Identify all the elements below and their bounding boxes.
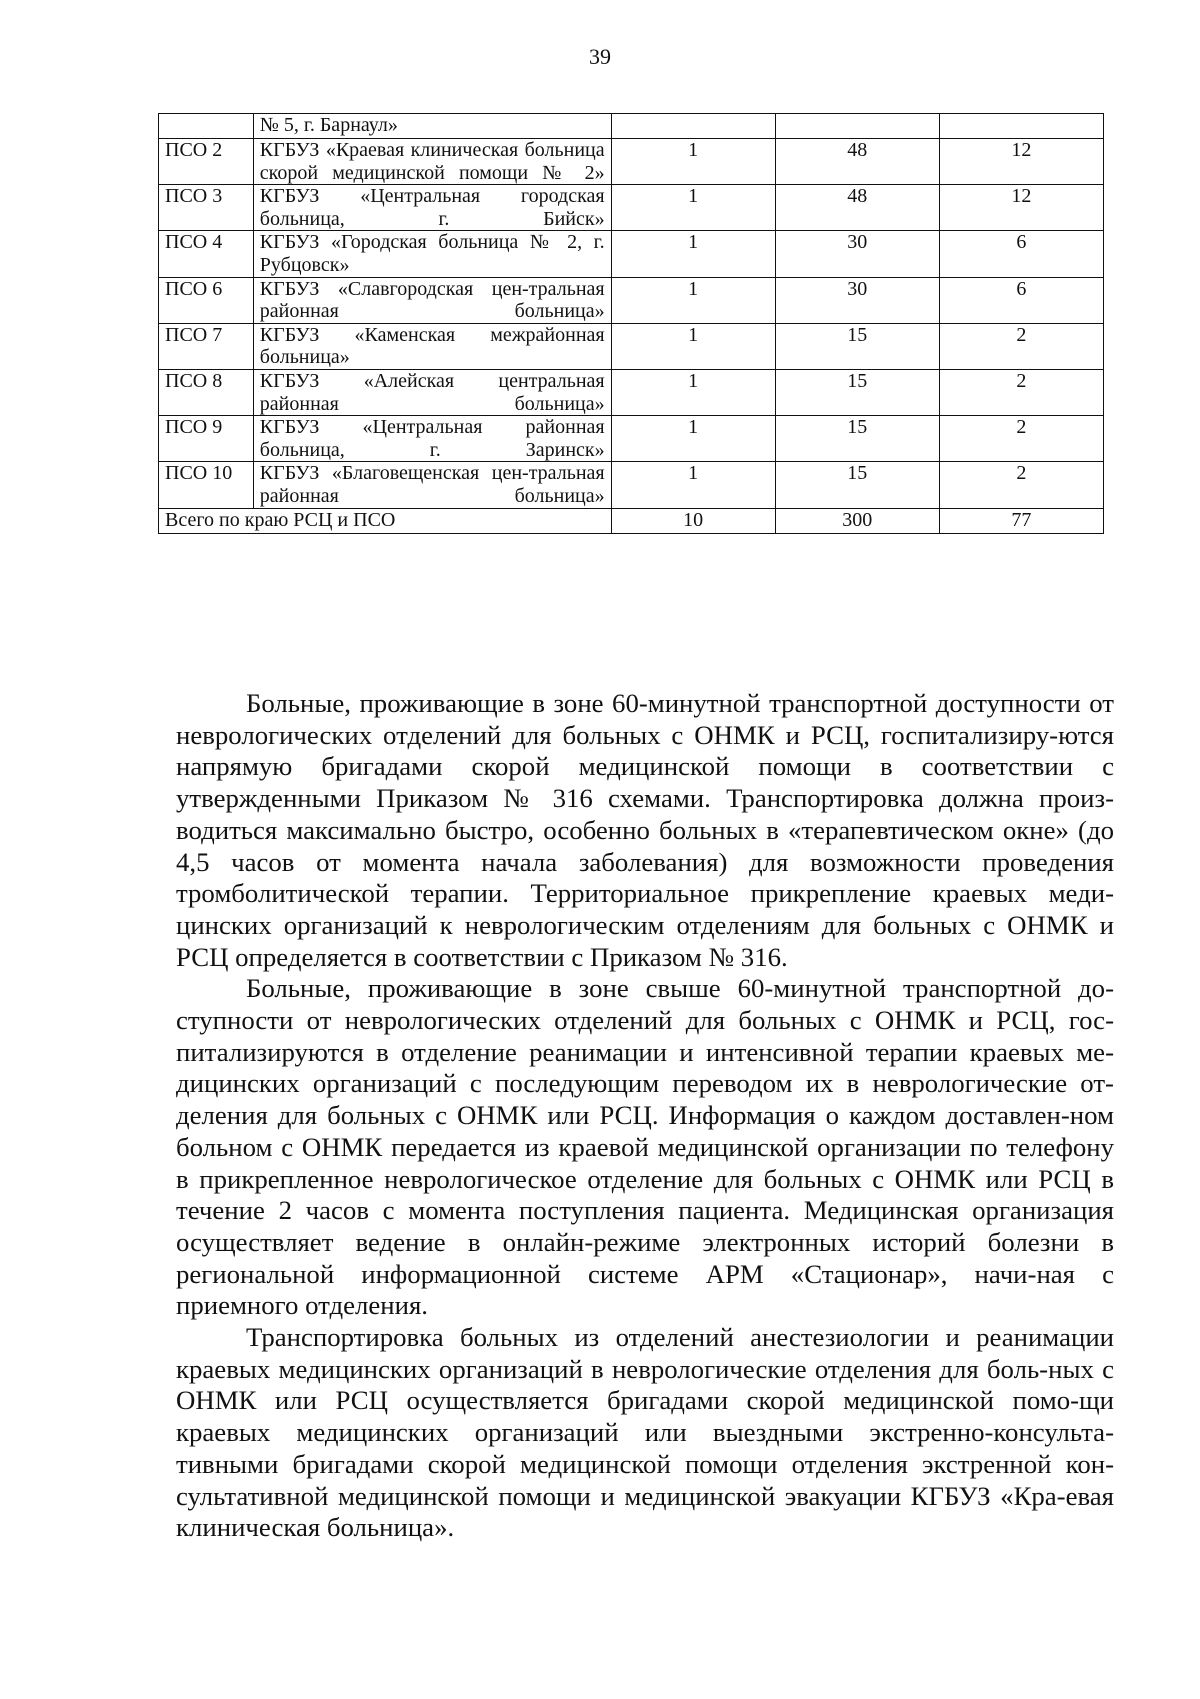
units-cell: 1 <box>611 369 775 415</box>
table-total-row <box>159 508 1104 533</box>
units-cell: 1 <box>611 231 775 277</box>
paragraph: Транспортировка больных из отделений анестезиологии и реанимации краевых медицинских организаций в неврологические отделения для боль-ных с ОНМК или РСЦ осуществляется бригадами скорой медицинской помо-щи краевых медицинских организаций или выездными экстренно-консульта-тивными бригадами скорой медицинской помощи отделения экстренной кон-сультативной медицинской помощи и медицинской эвакуации КГБУЗ «Кра-евая клиническая больница». <box>176 1322 1114 1543</box>
intensive-beds-cell: 6 <box>939 277 1103 323</box>
facility-code-cell: ПСО 9 <box>159 416 254 462</box>
body-text <box>176 688 1114 1544</box>
table-row <box>159 231 1104 277</box>
facility-name-cell: КГБУЗ «Благовещенская цен-тральная районная больница» <box>253 462 611 508</box>
facility-name-cell: КГБУЗ «Славгородская цен-тральная районная больница» <box>253 277 611 323</box>
facility-code-cell: ПСО 8 <box>159 369 254 415</box>
table-row <box>159 277 1104 323</box>
table-row <box>159 185 1104 231</box>
beds-cell: 48 <box>775 139 939 185</box>
units-cell <box>611 114 775 139</box>
facility-name-cell: КГБУЗ «Центральная городская больница, г. Бийск» <box>253 185 611 231</box>
facility-name-cell: КГБУЗ «Городская больница № 2, г. Рубцовск» <box>253 231 611 277</box>
intensive-beds-cell <box>939 114 1103 139</box>
total-intensive-beds-cell: 77 <box>939 508 1103 533</box>
page-number: 39 <box>589 44 611 69</box>
facility-name-cell: КГБУЗ «Каменская межрайонная больница» <box>253 323 611 369</box>
beds-cell: 48 <box>775 185 939 231</box>
total-units-cell: 10 <box>611 508 775 533</box>
facility-name-cell: № 5, г. Барнаул» <box>253 114 611 139</box>
table-row <box>159 462 1104 508</box>
paragraph: Больные, проживающие в зоне 60-минутной транспортной доступности от неврологических отделений для больных с ОНМК и РСЦ, госпитализиру-ются напрямую бригадами скорой медицинской помощи в соответствии с утвержденными Приказом № 316 схемами. Транспортировка должна произ-водиться максимально быстро, особенно больных в «терапевтическом окне» (до 4,5 часов от момента начала заболевания) для возможности проведения тромболитической терапии. Территориальное прикрепление краевых меди-цинских организаций к неврологическим отделениям для больных с ОНМК и РСЦ определяется в соответствии с Приказом № 316. <box>176 688 1114 972</box>
table-row <box>159 139 1104 185</box>
facility-code-cell: ПСО 2 <box>159 139 254 185</box>
facility-code-cell <box>159 114 254 139</box>
intensive-beds-cell: 6 <box>939 231 1103 277</box>
paragraph: Больные, проживающие в зоне свыше 60-минутной транспортной до-ступности от неврологических отделений для больных с ОНМК и РСЦ, гос-питализируются в отделение реанимации и интенсивной терапии краевых ме-дицинских организаций с последующим переводом их в неврологические от-деления для больных с ОНМК или РСЦ. Информация о каждом доставлен-ном больном с ОНМК передается из краевой медицинской организации по телефону в прикрепленное неврологическое отделение для больных с ОНМК или РСЦ в течение 2 часов с момента поступления пациента. Медицинская организация осуществляет ведение в онлайн-режиме электронных историй болезни в региональной информационной системе АРМ «Стационар», начи-ная с приемного отделения. <box>176 973 1114 1321</box>
units-cell: 1 <box>611 185 775 231</box>
facility-name-cell: КГБУЗ «Центральная районная больница, г. Заринск» <box>253 416 611 462</box>
units-cell: 1 <box>611 277 775 323</box>
beds-cell <box>775 114 939 139</box>
table-row <box>159 369 1104 415</box>
intensive-beds-cell: 2 <box>939 323 1103 369</box>
table-row <box>159 416 1104 462</box>
facility-code-cell: ПСО 6 <box>159 277 254 323</box>
table-row-continued <box>159 114 1104 139</box>
facility-code-cell: ПСО 3 <box>159 185 254 231</box>
facility-name-cell: КГБУЗ «Алейская центральная районная больница» <box>253 369 611 415</box>
units-cell: 1 <box>611 462 775 508</box>
beds-cell: 15 <box>775 369 939 415</box>
facility-code-cell: ПСО 7 <box>159 323 254 369</box>
intensive-beds-cell: 2 <box>939 416 1103 462</box>
facility-code-cell: ПСО 10 <box>159 462 254 508</box>
units-cell: 1 <box>611 416 775 462</box>
intensive-beds-cell: 12 <box>939 185 1103 231</box>
intensive-beds-cell: 2 <box>939 462 1103 508</box>
beds-cell: 30 <box>775 277 939 323</box>
intensive-beds-cell: 2 <box>939 369 1103 415</box>
intensive-beds-cell: 12 <box>939 139 1103 185</box>
units-cell: 1 <box>611 139 775 185</box>
beds-cell: 30 <box>775 231 939 277</box>
table-row <box>159 323 1104 369</box>
facilities-table <box>158 113 1104 534</box>
units-cell: 1 <box>611 323 775 369</box>
beds-cell: 15 <box>775 462 939 508</box>
beds-cell: 15 <box>775 416 939 462</box>
total-label: Всего по краю РСЦ и ПСО <box>159 508 612 533</box>
total-beds-cell: 300 <box>775 508 939 533</box>
facility-name-cell: КГБУЗ «Краевая клиническая больница скорой медицинской помощи № 2» <box>253 139 611 185</box>
beds-cell: 15 <box>775 323 939 369</box>
facility-code-cell: ПСО 4 <box>159 231 254 277</box>
